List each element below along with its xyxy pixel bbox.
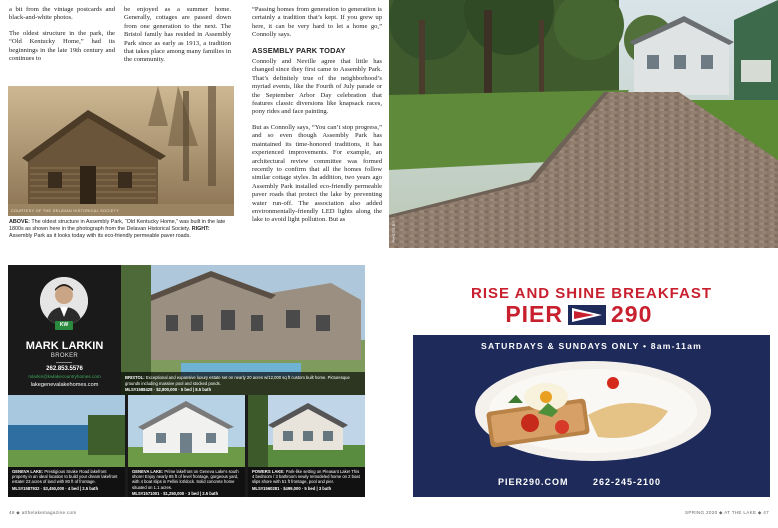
listing-text: Prestigious Snake Road lakefront property in an ideal location to build your dream lakefront estate! 23 acres of land with 80 ft of frontage. [12, 469, 118, 485]
listing-price: MLS#1571001 · $1,250,000 · 3 bed | 2.5 bath [132, 490, 219, 496]
paver-road-photo [389, 0, 778, 248]
listing-caption [252, 469, 361, 491]
caption-above-label: ABOVE: [9, 219, 30, 225]
hero-listing-label: BRISTOL: [125, 375, 145, 381]
divider [56, 362, 72, 363]
listing-photo-house [128, 395, 245, 467]
listing-card[interactable] [248, 395, 365, 497]
pennant-icon [568, 305, 606, 325]
hero-listing-price: MLS#1588428 · $2,800,000 · 5 bed | 8.5 bath [125, 386, 212, 392]
listing-label: GENEVA LAKE: [12, 469, 44, 474]
ad-phone: 262-245-2100 [593, 477, 662, 487]
agent-portrait-icon [40, 277, 88, 325]
photo-credit: COURTESY OF THE DELAVAN HISTORICAL SOCIETY [11, 209, 120, 213]
paragraph: But as Connolly says, “You can’t stop progress,” and so even though Assembly Park has maintained its time-honored traditions, it has experienced improvements. For example, an architectural review committee was formed recently to confirm that all the homes follow similar cottage styles. In addition, two years ago Assembly Park installed eco-friendly permeable paver roads that protect the lake by preventing water run-off. The association also added environmentally-friendly LED lights along the lake to avoid light pollution. But as [252, 123, 382, 224]
paragraph: The oldest structure in the park, the “Old Kentucky Home,” had its beginnings in the late 19th century and continues to [9, 29, 115, 63]
realtor-ad [8, 265, 365, 497]
listing-caption [132, 469, 241, 496]
pier290-header [413, 265, 770, 335]
listing-text: Park-like setting on Pleasant Lake! This 4 bedroom / 3 bathroom newly remodeled home on 2 boat slips shore with 51 ft frontage, pool and pier. [252, 469, 360, 485]
paver-road-image [389, 0, 778, 248]
article-column-2 [124, 6, 231, 72]
right-page-footer: SPRING 2020 ◆ AT THE LAKE ◆ 47 [685, 510, 769, 515]
listing-price: MLS#1560281 · $499,000 · 5 bed | 3 bath [252, 485, 332, 491]
section-heading: ASSEMBLY PARK TODAY [252, 45, 346, 55]
agent-photo [40, 277, 88, 325]
agent-panel [8, 265, 121, 395]
caption-right-label: RIGHT: [191, 226, 210, 232]
vintage-cabin-image [8, 86, 234, 216]
breakfast-image [468, 353, 718, 465]
caption-above-text: The oldest structure in Assembly Park, “Old Kentucky Home,” was built in the late 1800s as shown here in the photograph from the Delavan Historical Society. [9, 219, 226, 232]
flag-logo-icon [568, 305, 606, 325]
listing-price: MLS#1587932 · $3,450,000 · 4 bed | 2.5 bath [12, 485, 99, 491]
listing-caption [12, 469, 121, 491]
left-page-footer: 46 ◆ atthelakemagazine.com [9, 510, 77, 515]
hero-listing-text: Exceptional and expansive luxury estate set on nearly 20 acres w/12,000 sq ft custom built home. Picturesque grounds including massive pool and stocked ponds. [125, 375, 350, 386]
hero-listing-caption [121, 372, 365, 395]
estate-hero-photo [121, 265, 365, 395]
photo-caption [9, 219, 233, 240]
article-column-3 [252, 6, 382, 232]
listing-photo-lake [8, 395, 125, 467]
road-photo-credit: PHOTO BY ... [392, 214, 396, 242]
paragraph: be enjoyed as a summer home. Generally, cottages are passed down from one generation to the next. The Bristol family has resided in Assembly Park since as early as 1913, a tradition that takes place among many families in the community. [124, 6, 231, 64]
article-column-1 [9, 6, 115, 70]
pier-brand-left: PIER [505, 301, 563, 327]
ad-website[interactable]: PIER290.COM [498, 477, 569, 487]
agent-website[interactable]: lakegenevalakehomes.com [30, 382, 99, 388]
vintage-photo [8, 86, 234, 216]
agent-title: BROKER [50, 353, 79, 359]
agent-name: MARK LARKIN [25, 340, 104, 352]
listing-text: Prime lakefront on Geneva Lake's south shore! Enjoy nearly 85 ft of level frontage, gorgeous yard, with 4 boat slips in Fellini lot/dock. Solid concrete home situated on 1.1 acres. [132, 469, 239, 490]
listing-photo-powers [248, 395, 365, 467]
schedule-text: SATURDAYS & SUNDAYS ONLY • 8am-11am [481, 341, 702, 351]
paragraph: a bit from the vintage postcards and black-and-white photos. [9, 6, 115, 22]
caption-right-text: Assembly Park as it looks today with its eco-friendly permeable paver roads. [9, 233, 191, 239]
listing-label: GENEVA LAKE: [132, 469, 164, 474]
pier290-ad [413, 265, 770, 497]
breakfast-plate-photo [468, 353, 718, 465]
brokerage-badge: KW [55, 321, 73, 330]
listing-card[interactable] [128, 395, 245, 497]
listing-card[interactable] [8, 395, 125, 497]
pier-brand-right: 290 [611, 301, 653, 327]
paragraph: “Passing homes from generation to generation is certainly a tradition that’s kept. If you grew up here, it can be very hard to let a home go,” Connolly says. [252, 6, 382, 39]
listing-label: POWERS LAKE: [252, 469, 285, 474]
agent-phone: 262.853.5576 [46, 366, 83, 372]
agent-email[interactable]: mlarkin@kwlakecountryhomes.com [28, 374, 101, 379]
paragraph: Connolly and Neville agree that little has changed since they first came to Assembly Park. That’s definitely true of the neighborhood’s myriad events, like the Fourth of July parade or the September Arbor Day celebration that features classic diversions like knapsack races, pony rides and face painting. [252, 58, 382, 116]
ad-headline: RISE AND SHINE BREAKFAST [471, 285, 712, 302]
